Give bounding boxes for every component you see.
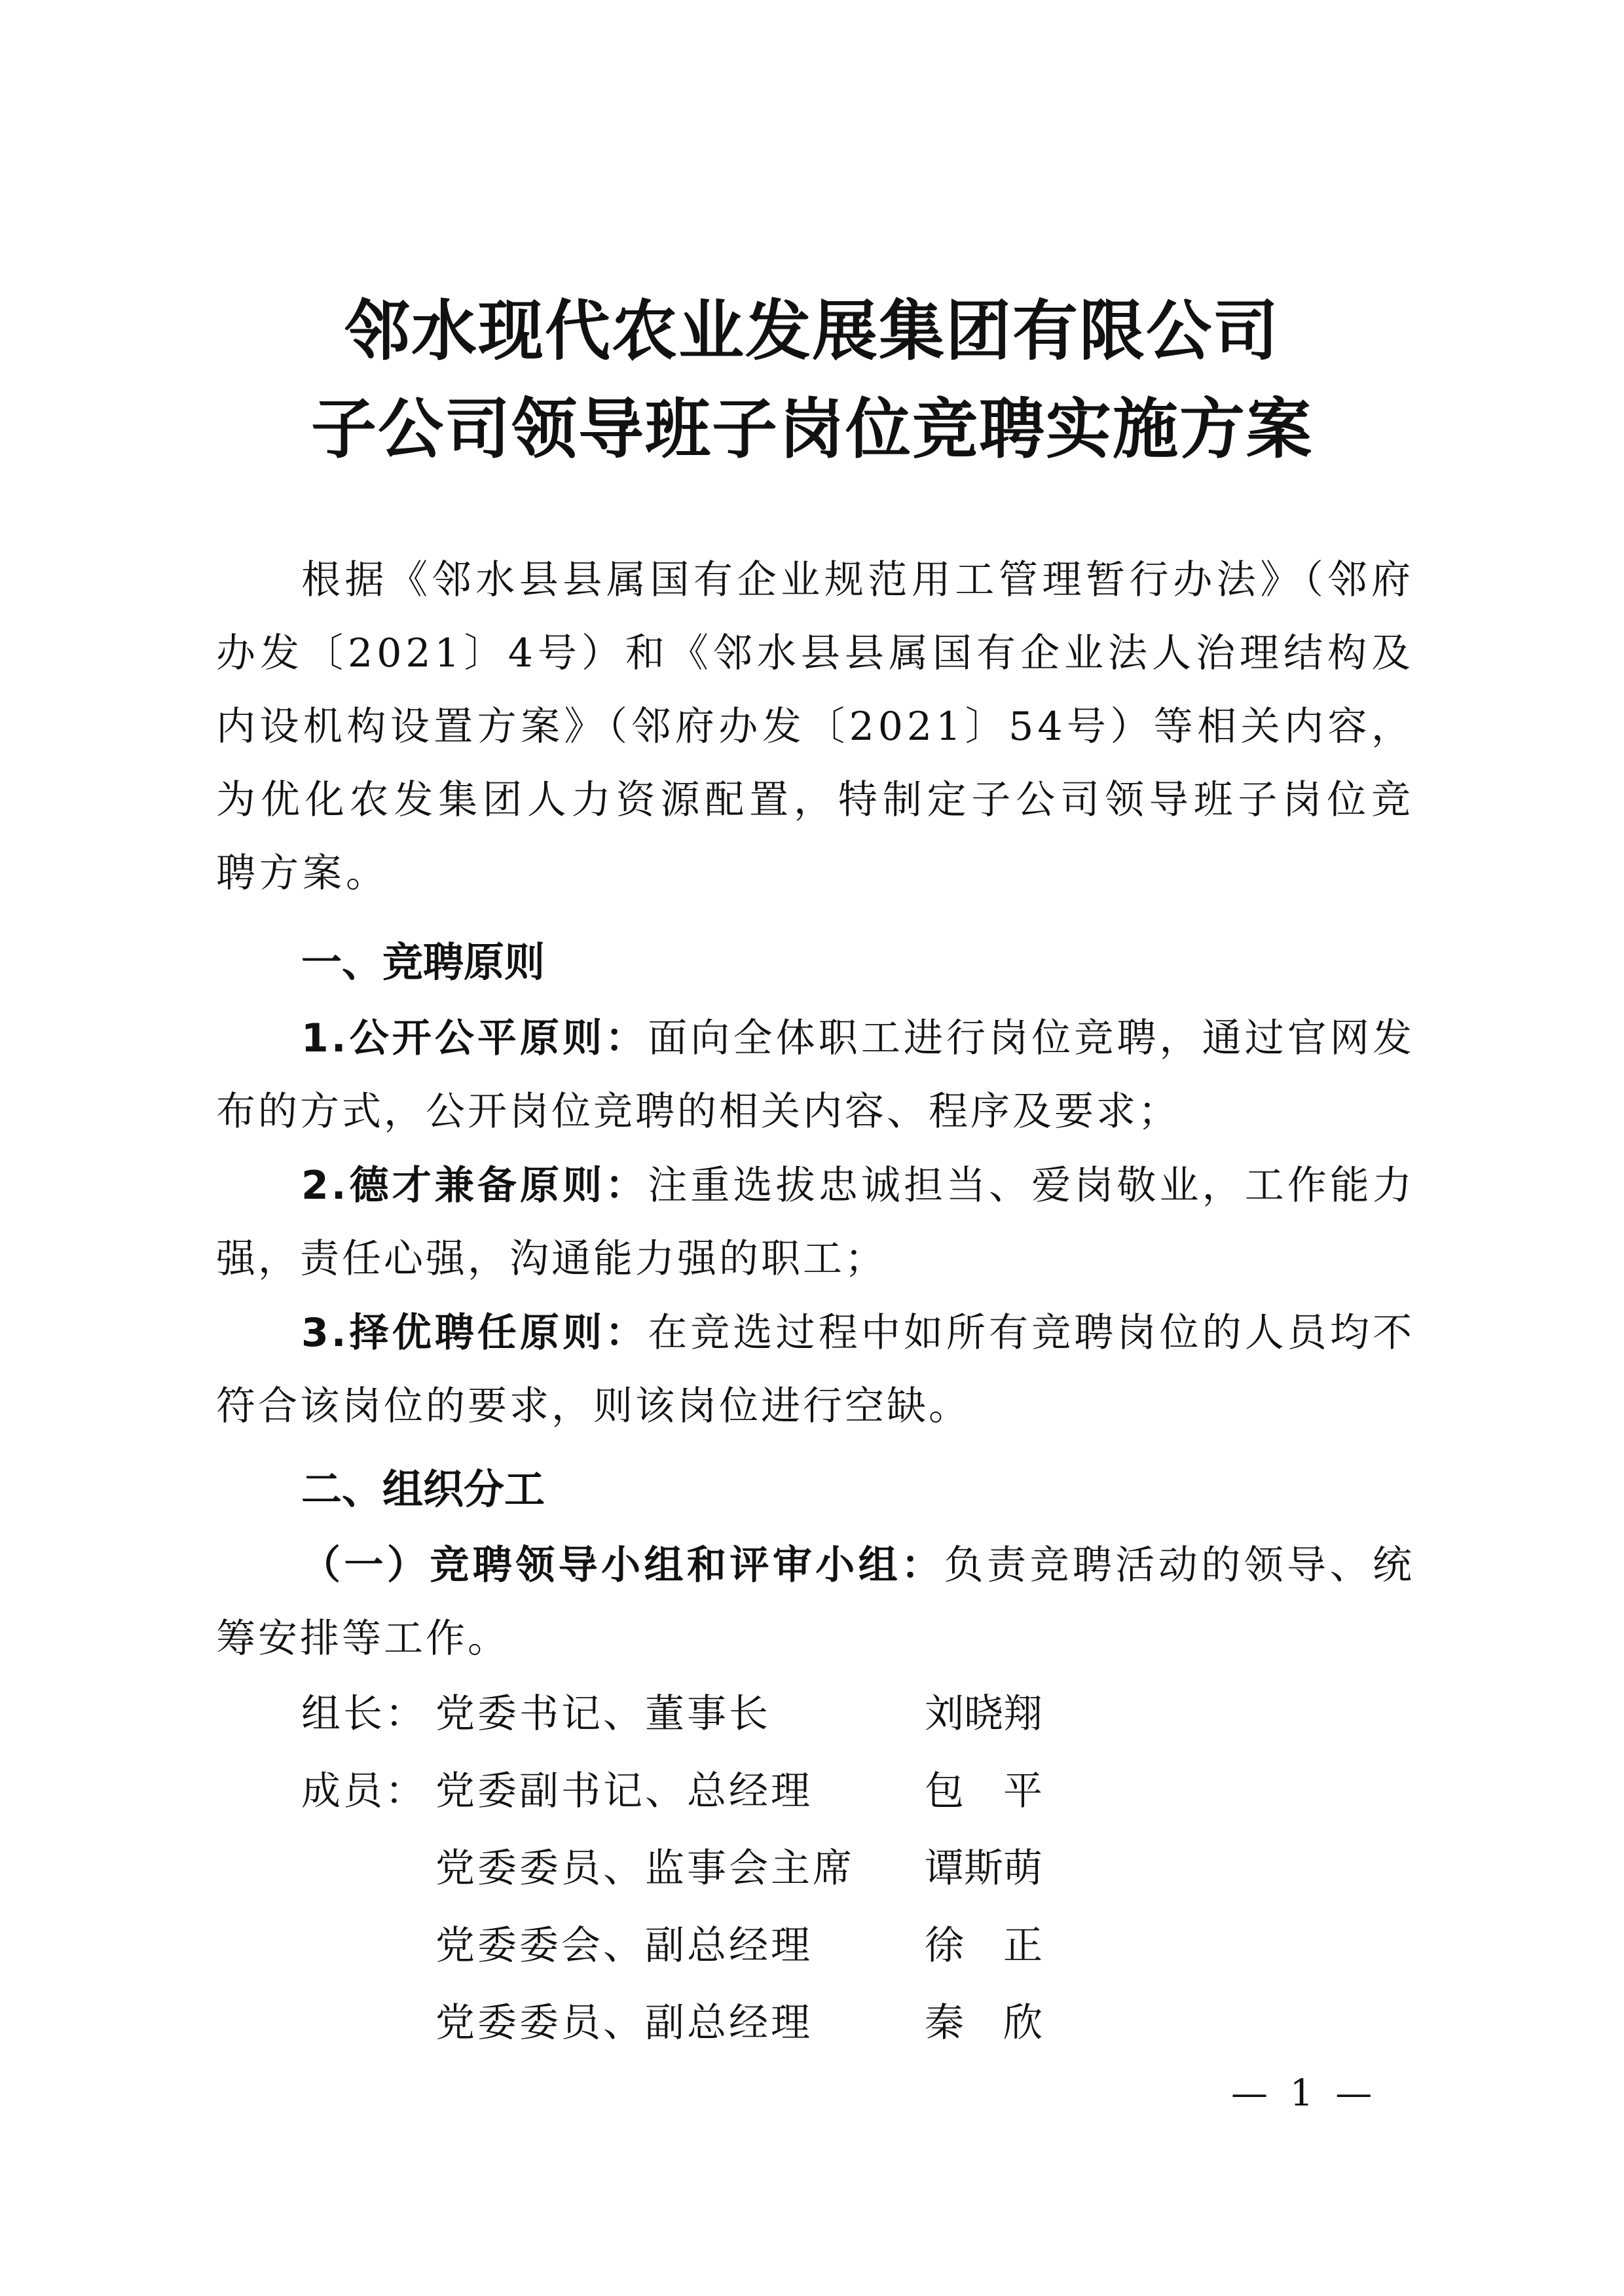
leader-role: 党委书记、董事长: [435, 1691, 771, 1737]
leader-name: 刘晓翔: [925, 1691, 1043, 1737]
page-number: — 1 —: [1231, 2072, 1378, 2115]
subsection-1-lead: （一）竞聘领导小组和评审小组：: [301, 1542, 944, 1588]
member-role: 党委委员、监事会主席: [435, 1846, 855, 1891]
principle-item-2-lead: 2.德才兼备原则：: [301, 1163, 648, 1209]
principle-item-2: [216, 1149, 1414, 1296]
section1-heading: 一、竞聘原则: [301, 938, 545, 986]
section2-heading: 二、组织分工: [301, 1465, 545, 1513]
document-title-line2: 子公司领导班子岗位竞聘实施方案: [311, 390, 1313, 467]
principle-item-2-text: 注重选拔忠诚担当、爱岗敬业，工作能力强，责任心强，沟通能力强的职工；: [216, 1163, 1414, 1282]
principle-item-1: [216, 1002, 1414, 1148]
member-name: 徐 正: [925, 1923, 1043, 1969]
document-title-line1: 邻水现代农业发展集团有限公司: [344, 292, 1280, 369]
principle-item-3: [216, 1296, 1414, 1443]
member-role: 党委委员、副总经理: [435, 2000, 813, 2046]
subsection-1: [216, 1529, 1414, 1675]
intro-paragraph: 根据《邻水县县属国有企业规范用工管理暂行办法》（邻府办发〔2021〕4号）和《邻水县县属国有企业法人治理结构及内设机构设置方案》（邻府办发〔2021〕54号）等相关内容，为优化农发集团人力资源配置，特制定子公司领导班子岗位竞聘方案。: [216, 557, 1414, 896]
principle-item-1-text: 面向全体职工进行岗位竞聘，通过官网发布的方式，公开岗位竞聘的相关内容、程序及要求；: [216, 1015, 1414, 1135]
principle-item-3-lead: 3.择优聘任原则：: [301, 1310, 648, 1356]
leader-label: 组长：: [301, 1691, 427, 1737]
member-role: 党委副书记、总经理: [435, 1768, 813, 1814]
members-label: 成员：: [301, 1768, 427, 1814]
member-name: 谭斯萌: [925, 1846, 1043, 1891]
member-name: 秦 欣: [925, 2000, 1043, 2046]
subsection-1-text: 负责竞聘活动的领导、统筹安排等工作。: [216, 1542, 1415, 1662]
member-name: 包 平: [925, 1768, 1043, 1814]
member-role: 党委委会、副总经理: [435, 1923, 813, 1969]
principle-item-1-lead: 1.公开公平原则：: [301, 1015, 648, 1061]
principle-item-3-text: 在竞选过程中如所有竞聘岗位的人员均不符合该岗位的要求，则该岗位进行空缺。: [216, 1310, 1414, 1429]
